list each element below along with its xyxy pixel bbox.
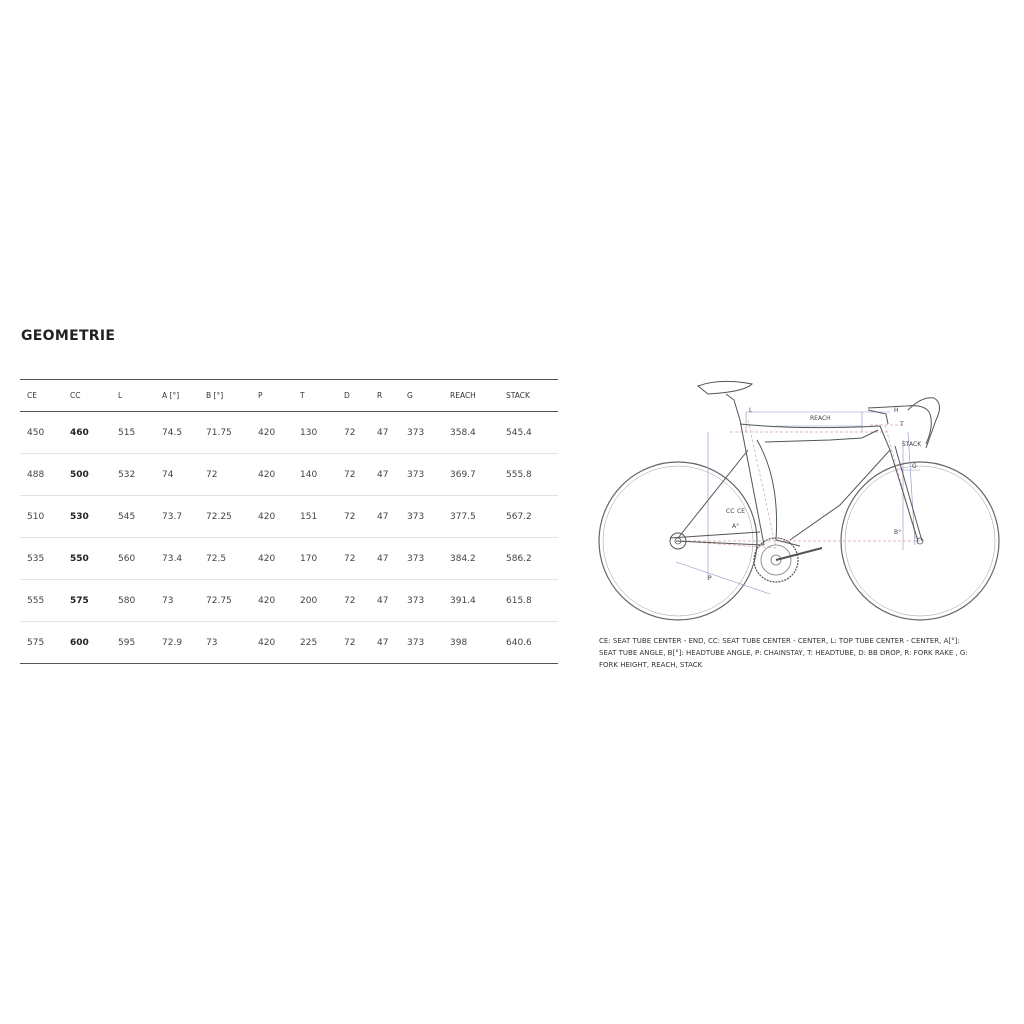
table-row — [20, 412, 558, 454]
header-t: T — [293, 380, 337, 412]
label-ce: CE — [737, 508, 745, 515]
cell-cc: 575 — [63, 580, 111, 622]
cell-p: 420 — [251, 622, 293, 664]
cell-ce: 450 — [20, 412, 63, 454]
cell-r: 47 — [370, 622, 400, 664]
cell-l: 515 — [111, 412, 155, 454]
label-t: T — [900, 421, 904, 428]
cell-ce: 510 — [20, 496, 63, 538]
cell-r: 47 — [370, 580, 400, 622]
cell-d: 72 — [337, 412, 370, 454]
cell-a: 73 — [155, 580, 199, 622]
header-d: D — [337, 380, 370, 412]
cell-ce: 535 — [20, 538, 63, 580]
header-l: L — [111, 380, 155, 412]
label-stack: STACK — [902, 441, 922, 448]
cell-p: 420 — [251, 454, 293, 496]
cell-reach: 358.4 — [443, 412, 499, 454]
bike-frame — [670, 381, 940, 546]
cell-b: 72.5 — [199, 538, 251, 580]
cell-d: 72 — [337, 622, 370, 664]
cell-l: 560 — [111, 538, 155, 580]
cell-d: 72 — [337, 454, 370, 496]
cell-t: 151 — [293, 496, 337, 538]
table-row — [20, 454, 558, 496]
header-a: A [°] — [155, 380, 199, 412]
cell-reach: 369.7 — [443, 454, 499, 496]
cell-l: 532 — [111, 454, 155, 496]
cell-ce: 488 — [20, 454, 63, 496]
cell-g: 373 — [400, 538, 443, 580]
cell-r: 47 — [370, 412, 400, 454]
cell-r: 47 — [370, 496, 400, 538]
cell-p: 420 — [251, 496, 293, 538]
label-h: H — [894, 407, 899, 414]
page-title: GEOMETRIE — [21, 328, 116, 344]
cell-stack: 555.8 — [499, 454, 558, 496]
cell-t: 225 — [293, 622, 337, 664]
header-g: G — [400, 380, 443, 412]
cell-t: 200 — [293, 580, 337, 622]
cell-b: 73 — [199, 622, 251, 664]
header-r: R — [370, 380, 400, 412]
geometry-legend: CE: SEAT TUBE CENTER - END, CC: SEAT TUBE CENTER - CENTER, L: TOP TUBE CENTER - CENTER, A[°]: SEAT TUBE ANGLE, B[°]: HEADTUBE ANGLE, P: CHAINSTAY, T: HEADTUBE, D: BB DROP, R: FORK RAKE , G: FORK HEIGHT, REACH, STACK — [599, 637, 968, 669]
cell-l: 595 — [111, 622, 155, 664]
cell-b: 72.25 — [199, 496, 251, 538]
cell-d: 72 — [337, 538, 370, 580]
cell-p: 420 — [251, 538, 293, 580]
cell-b: 71.75 — [199, 412, 251, 454]
cell-cc: 600 — [63, 622, 111, 664]
cell-d: 72 — [337, 580, 370, 622]
table-row — [20, 622, 558, 664]
cell-a: 73.7 — [155, 496, 199, 538]
label-l: L — [749, 407, 753, 414]
table-row — [20, 580, 558, 622]
cell-stack: 545.4 — [499, 412, 558, 454]
cell-cc: 530 — [63, 496, 111, 538]
cell-stack: 615.8 — [499, 580, 558, 622]
cell-t: 140 — [293, 454, 337, 496]
geometry-table — [20, 379, 558, 664]
cell-stack: 640.6 — [499, 622, 558, 664]
label-cc: CC — [726, 508, 735, 515]
header-ce: CE — [20, 380, 63, 412]
cell-g: 373 — [400, 580, 443, 622]
table-row — [20, 538, 558, 580]
cell-g: 373 — [400, 496, 443, 538]
cell-reach: 377.5 — [443, 496, 499, 538]
cell-b: 72.75 — [199, 580, 251, 622]
cell-t: 170 — [293, 538, 337, 580]
cell-d: 72 — [337, 496, 370, 538]
cell-l: 580 — [111, 580, 155, 622]
cell-p: 420 — [251, 412, 293, 454]
label-g: G — [912, 463, 917, 470]
cell-ce: 555 — [20, 580, 63, 622]
dimension-lines — [676, 412, 920, 594]
header-reach: REACH — [443, 380, 499, 412]
header-p: P — [251, 380, 293, 412]
cell-g: 373 — [400, 454, 443, 496]
header-stack: STACK — [499, 380, 558, 412]
label-b: B° — [894, 529, 902, 536]
cell-cc: 460 — [63, 412, 111, 454]
cell-cc: 500 — [63, 454, 111, 496]
cell-reach: 391.4 — [443, 580, 499, 622]
cell-reach: 398 — [443, 622, 499, 664]
table-row — [20, 496, 558, 538]
cell-a: 74 — [155, 454, 199, 496]
cell-a: 74.5 — [155, 412, 199, 454]
label-a: A° — [732, 523, 740, 530]
measurement-dashed — [678, 420, 920, 548]
cell-a: 72.9 — [155, 622, 199, 664]
cell-r: 47 — [370, 454, 400, 496]
cell-g: 373 — [400, 412, 443, 454]
cell-stack: 586.2 — [499, 538, 558, 580]
header-b: B [°] — [199, 380, 251, 412]
crank-arm — [776, 548, 822, 560]
table-header-row — [20, 380, 558, 412]
cell-b: 72 — [199, 454, 251, 496]
cell-l: 545 — [111, 496, 155, 538]
cell-p: 420 — [251, 580, 293, 622]
cell-r: 47 — [370, 538, 400, 580]
cell-cc: 550 — [63, 538, 111, 580]
label-reach: REACH — [810, 415, 831, 422]
cell-t: 130 — [293, 412, 337, 454]
bike-geometry-diagram — [596, 372, 1004, 627]
cell-ce: 575 — [20, 622, 63, 664]
cell-g: 373 — [400, 622, 443, 664]
cell-a: 73.4 — [155, 538, 199, 580]
label-p: P — [708, 575, 712, 582]
header-cc: CC — [63, 380, 111, 412]
cell-stack: 567.2 — [499, 496, 558, 538]
cell-reach: 384.2 — [443, 538, 499, 580]
